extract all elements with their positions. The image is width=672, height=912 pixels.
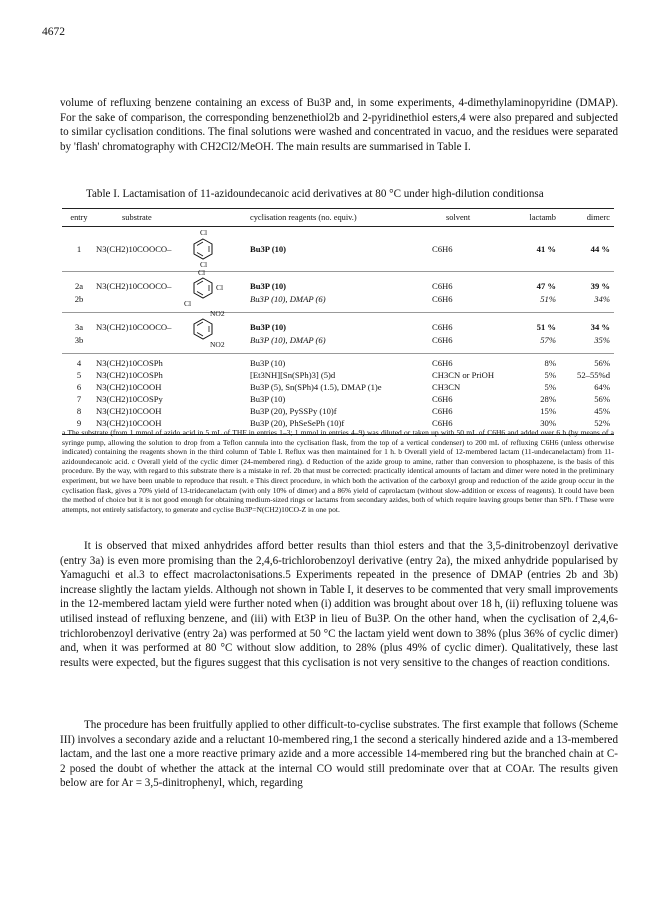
paragraph-applications-text: The procedure has been fruitfully applied to other difficult-to-cyclise substrates. The first example that follows (Scheme III) involves a secondary azide and a reluctant 10-membered ring,1 the second a sterically hindered azide and a 13-membered lactam, and the last one a more reactive primary azide and a more accessible 14-membered ring but the branched chain at C-2 posed the doubt of whether the attack at the internal CO would still predominate over that at COAr. The results given below are for Ar = 3,5-dinitrophenyl, which, regarding <box>60 719 618 790</box>
paragraph-discussion-text: It is observed that mixed anhydrides afford better results than thiol esters and that the 3,5-dinitrobenzoyl derivative (entry 3a) is even more promising than the 2,4,6-trichlorobenzoyl derivative (entry 2a), the mixed anhydride popularised by Yamaguchi et al.3 to effect macrolactonisations.5 Experiments repeated in the presence of DMAP (entries 2b and 3b) increase slightly the lactam yields. Although not shown in Table I, it deserves to be commented that very small improvements in the 12-membered lactam yield were further noted when (i) addition was brought about over 18 h, (ii) refluxing toluene was utilised instead of refluxing benzene, and (iii) with Et3P in lieu of Bu3P. On the other hand, when the cyclisation of 2,4,6-trichlorobenzoyl derivative (entry 2a) was performed at 50 °C the lactam yield went down to 38% (plus 36% of cyclic dimer) and, when it was performed at 80 °C without slow addition, to 28% (plus 49% of cyclic dimer). Qualitatively, these last results were expected, but the figures suggest that this cyclisation is not very sensitive to the changes of reaction conditions. <box>60 540 618 669</box>
table-header-row <box>62 209 614 227</box>
solvent-cell: C6H6 <box>432 244 453 254</box>
header-solvent: solvent <box>446 213 471 222</box>
dimer-cell: 52–55%d <box>577 370 610 380</box>
reagents-cell: Bu3P (10) <box>250 322 287 332</box>
solvent-cell: C6H6 <box>432 406 453 416</box>
ring-substituent-label: Cl <box>184 299 192 308</box>
dimer-cell: 45% <box>594 406 610 416</box>
entry-cell: 2a <box>74 281 84 291</box>
entry-cell: 3b <box>74 335 84 345</box>
paragraph-discussion <box>60 539 618 670</box>
entry-cell: 8 <box>76 406 82 416</box>
page-number: 4672 <box>42 26 65 38</box>
lactam-cell: 57% <box>540 335 556 345</box>
lactam-cell: 47 % <box>536 281 556 291</box>
entry-cell: 9 <box>76 418 82 428</box>
dimer-cell: 44 % <box>590 244 610 254</box>
solvent-cell: CH3CN or PriOH <box>432 370 495 380</box>
entry-cell: 3a <box>74 322 84 332</box>
reagents-cell: Bu3P (20), PySSPy (10)f <box>250 406 337 416</box>
reagents-cell: [Et3NH][Sn(SPh)3] (5)d <box>250 370 336 380</box>
header-entry: entry <box>70 213 88 222</box>
solvent-cell: C6H6 <box>432 358 453 368</box>
dimer-cell: 34 % <box>590 322 610 332</box>
reagents-cell: Bu3P (10) <box>250 281 287 291</box>
table-row-2 <box>62 268 614 313</box>
table-rows-simple <box>62 354 614 434</box>
solvent-cell: C6H6 <box>432 335 453 345</box>
ring-substituent-label: Cl <box>200 228 208 237</box>
dimer-cell: 39 % <box>590 281 610 291</box>
lactam-cell: 30% <box>540 418 556 428</box>
solvent-cell: C6H6 <box>432 418 453 428</box>
entry-cell: 1 <box>76 244 82 254</box>
dimer-cell: 64% <box>594 382 610 392</box>
entry-cell: 6 <box>76 382 82 392</box>
lactam-cell: 5% <box>544 382 556 392</box>
lactam-cell: 51 % <box>536 322 556 332</box>
dimer-cell: 35% <box>594 335 610 345</box>
ring-substituent-label: NO2 <box>210 309 225 318</box>
reagents-cell: Bu3P (5), Sn(SPh)4 (1.5), DMAP (1)e <box>250 382 382 392</box>
entry-cell: 4 <box>76 358 82 368</box>
ring-substituent-label: Cl <box>200 260 208 269</box>
dimer-cell: 56% <box>594 358 610 368</box>
table-caption: Table I. Lactamisation of 11-azidoundecanoic acid derivatives at 80 °C under high-dilution conditionsa <box>86 188 544 200</box>
lactam-cell: 15% <box>540 406 556 416</box>
reagents-cell: Bu3P (10) <box>250 358 286 368</box>
entry-cell: 2b <box>74 294 84 304</box>
dimer-cell: 34% <box>594 294 610 304</box>
substrate-cell: N3(CH2)10COOCO– <box>96 244 172 254</box>
reagents-cell: Bu3P (10), DMAP (6) <box>250 335 326 345</box>
reagents-cell: Bu3P (20), PhSeSePh (10)f <box>250 418 345 428</box>
solvent-cell: CH3CN <box>432 382 461 392</box>
benzene-ring-icon <box>192 277 214 299</box>
solvent-cell: C6H6 <box>432 394 453 404</box>
substrate-cell: N3(CH2)10COSPh <box>96 358 163 368</box>
solvent-cell: C6H6 <box>432 294 453 304</box>
lactam-cell: 8% <box>544 358 556 368</box>
ring-substituent-label: Cl <box>216 283 224 292</box>
solvent-cell: C6H6 <box>432 322 453 332</box>
substrate-cell: N3(CH2)10COSPy <box>96 394 163 404</box>
table-footnotes: a The substrate (from 1 mmol of azido acid in 5 mL of THF in entries 1–3; 1 mmol in entries 4–9) was diluted or taken up with 50 mL of C6H6 and added over 6 h (by means of a syringe pump, allowing the solution to drop from a Teflon cannula into the cyclisation flask, from the top of a vertical condenser) to 200 mL of refluxing C6H6 (unless otherwise indicated) containing the reagents shown in the third column of Table I. Reflux was then maintained for 1 h. b Overall yield of 12-membered lactam (11-undecanelactam) from 11-azidoundecanoic acid. c Overall yield of the cyclic dimer (24-membered ring). d Reduction of the azide group to amine, rather than conversion to phosphazene, is the basis of this procedure. By the way, with regard to this substrate there is a mistake in ref. 2b that must be corrected: practically identical amounts of lactam and dimer were noted in the preliminary experiment, but we have been unable to reproduce that result. e This direct procedure, in which both the activation of the carboxyl group and reduction of the azide group occur in the cyclisation flask, gives a 70% yield of 13-tridecanelactam (with only 10% of dimer) and a 86% yield of caprolactam (without slow-addition or excess of reagents). It could have been the method of choice but it is not good enough for obtaining medium-sized rings or lactams from secondary azides, both of which require leaving groups better than SPh. f These were attempts, not entirely satisfactory, to generate and cyclise Bu3P=N(CH2)10CO-Z in one pot. <box>62 428 614 514</box>
substrate-cell: N3(CH2)10COOH <box>96 418 162 428</box>
reagents-cell: Bu3P (10) <box>250 244 287 254</box>
table-row-1 <box>62 227 614 272</box>
dimer-cell: 56% <box>594 394 610 404</box>
lactam-cell: 41 % <box>536 244 556 254</box>
substrate-cell: N3(CH2)10COOH <box>96 382 162 392</box>
solvent-cell: C6H6 <box>432 281 453 291</box>
substrate-cell: N3(CH2)10COOH <box>96 406 162 416</box>
lactam-cell: 51% <box>540 294 556 304</box>
benzene-ring-icon <box>192 318 214 340</box>
entry-cell: 7 <box>76 394 82 404</box>
substrate-cell: N3(CH2)10COSPh <box>96 370 163 380</box>
header-substrate: substrate <box>122 213 152 222</box>
paragraph-applications <box>60 718 618 791</box>
results-table <box>62 208 614 435</box>
lactam-cell: 5% <box>544 370 556 380</box>
substrate-cell: N3(CH2)10COOCO– <box>96 322 172 332</box>
ring-substituent-label: Cl <box>198 268 206 277</box>
header-lactam: lactamb <box>529 213 556 222</box>
dimer-cell: 52% <box>594 418 610 428</box>
reagents-cell: Bu3P (10), DMAP (6) <box>250 294 326 304</box>
benzene-ring-icon <box>192 238 214 260</box>
entry-cell: 5 <box>76 370 82 380</box>
ring-substituent-label: NO2 <box>210 340 225 349</box>
header-reagents: cyclisation reagents (no. equiv.) <box>250 213 357 222</box>
paragraph-intro: volume of refluxing benzene containing an excess of Bu3P and, in some experiments, 4-dimethylaminopyridine (DMAP). For the sake of comparison, the corresponding benzenethiol2b and 2-pyridinethiol esters,4 were also prepared and subjected to similar cyclisation conditions. The final solutions were washed and concentrated in vacuo, and the residues were separated by 'flash' chromatography with CH2Cl2/MeOH. The main results are summarised in Table I. <box>60 97 618 153</box>
substrate-cell: N3(CH2)10COOCO– <box>96 281 172 291</box>
table-row-3 <box>62 309 614 354</box>
lactam-cell: 28% <box>540 394 556 404</box>
reagents-cell: Bu3P (10) <box>250 394 286 404</box>
header-dimer: dimerc <box>586 213 610 222</box>
